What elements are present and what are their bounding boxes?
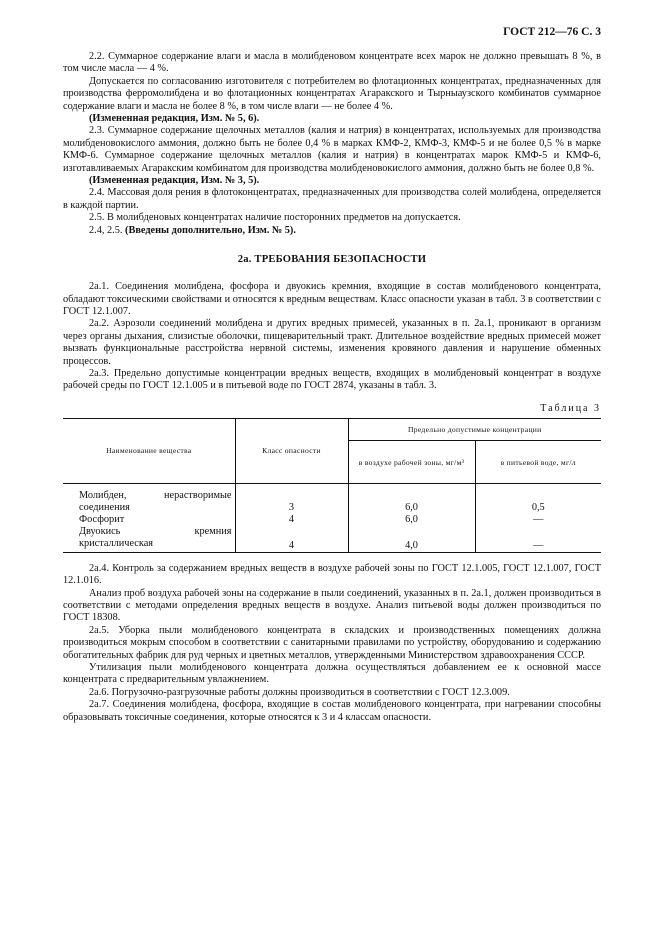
paragraph-2a-3: 2а.3. Предельно допустимые концентрации вредных веществ, входящих в молибденовый концентрат в воздухе рабочей среды по ГОСТ 12.1.005 и в питьевой воде по ГОСТ 2874, указаны в табл. 3.	[63, 367, 601, 392]
section-title: 2а. ТРЕБОВАНИЯ БЕЗОПАСНОСТИ	[237, 254, 427, 266]
paragraph-2-4-2-5-note	[63, 225, 601, 237]
header-pdk: Предельно допустимые концентрации	[348, 418, 601, 441]
table-row	[63, 490, 601, 514]
cell-air: 6,0	[348, 514, 475, 526]
cell-water: —	[475, 514, 601, 526]
cell-air: 4,0	[348, 526, 475, 553]
paragraph-2-4: 2.4. Массовая доля рения в флотоконцентратах, предназначенных для производства солей молибдена, определяется в каждой партии.	[63, 187, 601, 211]
header-substance: Наименование вещества	[63, 418, 235, 484]
paragraph-2-2: 2.2. Суммарное содержание влаги и масла в молибденовом концентрате всех марок не должно превышать 8 %, в том числе масла — 4 %.	[63, 51, 601, 75]
paragraph-2-3: 2.3. Суммарное содержание щелочных металлов (калия и натрия) в концентратах, используемых для производства молибденовокислого аммония, должно быть не более 0,4 % в марках КМФ-2, КМФ-3, КМФ-5 и не более 0,5 % в марке КМФ-6. Суммарное содержание щелочных металлов (калия и натрия) в концентратах марок КМФ-5 и КМФ-6, изготавливаемых Агаракским комбинатом для производства молибденовокислого аммония, должно быть не более 0,8 %.	[63, 125, 601, 174]
cell-substance: Фосфорит	[79, 513, 125, 525]
paragraph-2a-4: 2а.4. Контроль за содержанием вредных веществ в воздухе рабочей зоны по ГОСТ 12.1.005, ГОСТ 12.1.007, ГОСТ 12.1.016.	[63, 562, 601, 587]
paragraph-2a-5-utilization: Утилизация пыли молибденового концентрата должна осуществляться добавлением ее к основной массе концентрата с предварительным увлажнением.	[63, 662, 601, 686]
paragraph-2a-5: 2а.5. Уборка пыли молибденового концентрата в складских и производственных помещениях должна производиться мокрым способом в соответствии с санитарными правилами по устройству, оборудованию и содержанию обогатительных фабрик для руд черных и цветных металлов, утвержденными Министерством здравоохранения СССР.	[63, 624, 601, 661]
cell-water: 0,5	[475, 490, 601, 514]
header-hazard-class: Класс опасности	[235, 418, 348, 484]
paragraph-2a-7: 2а.7. Соединения молибдена, фосфора, входящие в состав молибденового концентрата, при нагревании способны образовывать токсичные соединения, которые относятся к 3 и 4 классам опасности.	[63, 699, 601, 723]
table-row	[63, 526, 601, 553]
paragraph-2a-2: 2а.2. Аэрозоли соединений молибдена и других вредных примесей, указанных в п. 2а.1, проникают в организм через органы дыхания, слизистые оболочки, пищеварительный тракт. Длительное воздействие вредных примесей может вызвать функциональные расстройства нервной системы, изменения кровяного давления и нарушение обменных процессов.	[63, 318, 601, 367]
cell-class: 4	[235, 526, 348, 553]
cell-water: —	[475, 526, 601, 553]
paragraph-2-2-note: Допускается по согласованию изготовителя с потребителем во флотационных концентратах, предназначенных для производства ферромолибдена и во флотационных концентратах Агаракского и Тырныаузского комбинатов суммарное содержание влаги и масла не более 8 %, в том числе влаги — не более 4 %.	[63, 75, 601, 112]
amendment-note: (Измененная редакция, Изм. № 5, 6).	[89, 113, 260, 125]
table-3	[63, 418, 601, 553]
cell-class: 4	[235, 514, 348, 526]
page-header: ГОСТ 212—76 С. 3	[503, 26, 601, 38]
document-page	[63, 26, 601, 724]
header-water: в питьевой воде, мг/л	[475, 441, 601, 484]
table-row	[63, 514, 601, 526]
paragraph-2-5: 2.5. В молибденовых концентратах наличие посторонних предметов на допускается.	[89, 212, 461, 224]
note-bold: (Введены дополнительно, Изм. № 5).	[125, 224, 296, 236]
cell-substance: Двуокись кремния кристаллическая	[79, 525, 232, 549]
paragraph-2a-4-analysis: Анализ проб воздуха рабочей зоны на содержание в пыли соединений, указанных в п. 2а.1, должен производиться в соответствии с методами определения вредных веществ в воздухе. Анализ питьевой воды должен производиться по ГОСТ 18308.	[63, 587, 601, 624]
cell-class: 3	[235, 490, 348, 514]
paragraph-2a-1: 2а.1. Соединения молибдена, фосфора и двуокись кремния, входящие в состав молибденового концентрата, обладают токсическими свойствами и относятся к вредным веществам. Класс опасности указан в табл. 3 в соответствии с ГОСТ 12.1.007.	[63, 281, 601, 317]
table-caption: Таблица 3	[540, 402, 601, 414]
cell-air: 6,0	[348, 490, 475, 514]
cell-substance: Молибден, нерастворимые соединения	[79, 489, 232, 513]
amendment-note: (Измененная редакция, Изм. № 3, 5).	[89, 175, 260, 187]
paragraph-2a-6: 2а.6. Погрузочно-разгрузочные работы должны производиться в соответствии с ГОСТ 12.3.009.	[89, 686, 510, 698]
header-air: в воздухе рабочей зоны, мг/м³	[348, 441, 475, 484]
note-prefix: 2.4, 2.5.	[89, 224, 126, 236]
